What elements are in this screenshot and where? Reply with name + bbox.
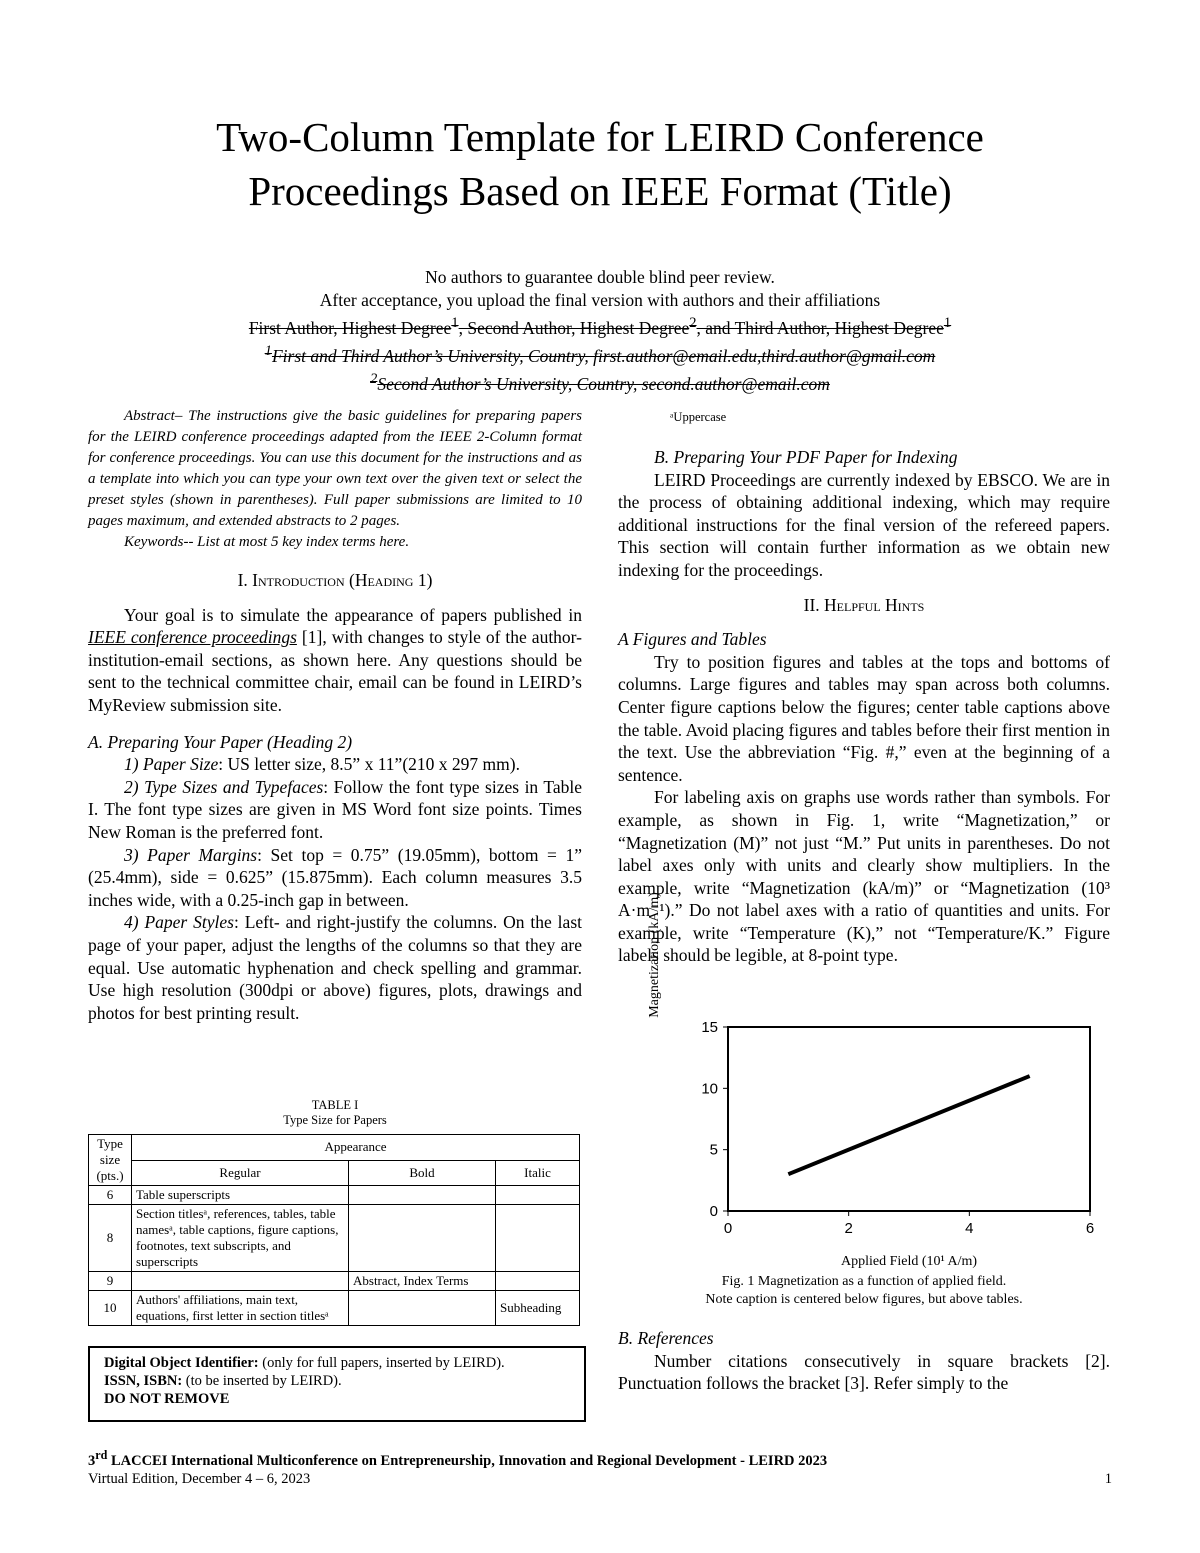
header-italic: Italic — [496, 1160, 580, 1186]
cell-bold — [349, 1205, 496, 1272]
pdf-indexing-paragraph: LEIRD Proceedings are currently indexed by EBSCO. We are in the process of obtaining additional indexing, which may require additional instructions for the final version of the refereed papers. This section will contain further information as we obtain new indexing for the proceedings. — [618, 469, 1110, 580]
cell-italic — [496, 1205, 580, 1272]
title-line-1: Two-Column Template for LEIRD Conference — [216, 114, 984, 160]
conference-ordinal-sup: rd — [95, 1448, 108, 1462]
abstract-text: Abstract– The instructions give the basic guidelines for preparing papers for the LEIRD conference proceedings adapted from the IEEE 2-Column format for conference proceedings. You can use this document for the instructions and as a template into which you can type your own text over the given text or select the preset styles (shown in parentheses). Full paper submissions are limited to 10 pages maximum, and extended abstracts to 2 pages. — [88, 408, 582, 529]
intro-text-b: [1], with changes to style of the author-institution-email sections, as shown here. Any questions should be sent to the technical committee chair, email can be found in LEIRD’s MyReview submission site. — [88, 627, 582, 715]
cell-italic — [496, 1186, 580, 1205]
table-subheader-row — [89, 1160, 580, 1186]
x-axis-label: Applied Field (10¹ A/m) — [840, 1254, 978, 1269]
margins-label: 3) Paper Margins — [124, 844, 258, 865]
heading-pdf-indexing: B. Preparing Your PDF Paper for Indexing — [654, 447, 958, 467]
table-row — [89, 1291, 580, 1326]
header-bold: Bold — [349, 1160, 496, 1186]
x-tick-label: 0 — [723, 1220, 733, 1237]
doi-box — [88, 1346, 586, 1422]
heading-figures-tables: A Figures and Tables — [618, 629, 767, 650]
paper-size-label: 1) Paper Size — [124, 754, 219, 775]
affiliation-1-text: First and Third Author’s University, Country, first.author@email.edu,third.author@gmail.com — [271, 345, 936, 366]
author-note-1: No authors to guarantee double blind peer review. — [425, 267, 775, 287]
affiliation-1 — [0, 340, 1200, 368]
heading-introduction: I. Introduction (Heading 1) — [237, 570, 433, 590]
paper-size-paragraph — [88, 753, 582, 776]
header-type-size: Type size (pts.) — [89, 1135, 132, 1186]
margins-text: : Set top = 0.75” (19.05mm), bottom = 1” (25.4mm), side = 0.625” (15.875mm). Each column measures 3.5 inches wide, with a 0.25-inch gap in between. — [88, 844, 583, 910]
styles-text: : Left- and right-justify the columns. On the last page of your paper, adjust the lengths of the columns so that they are equal. Use automatic hyphenation and check spelling and grammar. Use high resolution (300dpi or above) figures, plots, drawings and photos for best printing result. — [88, 912, 582, 1023]
doi-line — [104, 1354, 570, 1372]
cell-bold — [349, 1291, 496, 1326]
table-row — [89, 1186, 580, 1205]
type-sizes-label: 2) Type Sizes and Typefaces — [124, 776, 324, 797]
author-3: , and Third Author, Highest Degree — [696, 317, 944, 338]
page-footer — [88, 1446, 1112, 1488]
conference-edition: Virtual Edition, December 4 – 6, 2023 — [88, 1470, 311, 1487]
cell-size: 8 — [89, 1205, 132, 1272]
figures-paragraph-1: Try to position figures and tables at the tops and bottoms of columns. Large figures and tables may span across both columns. Center figure captions below the figures; center table captions above the table. Avoid placing figures and tables before their first mention in the text. Use the abbreviation “Fig. #,” even at the beginning of a sentence. — [618, 651, 1110, 785]
left-column — [88, 406, 582, 1024]
issn-line — [104, 1372, 570, 1390]
magnetization-chart — [618, 892, 1110, 1270]
doi-text: (only for full papers, inserted by LEIRD). — [258, 1355, 505, 1371]
cell-size: 9 — [89, 1272, 132, 1291]
author-2: , Second Author, Highest Degree — [458, 317, 690, 338]
cell-regular — [132, 1272, 349, 1291]
y-tick-label: 15 — [701, 1019, 718, 1036]
table-footnote: ᵃUppercase — [670, 410, 727, 424]
affiliation-1-sup: 1 — [264, 342, 272, 359]
doi-label: Digital Object Identifier: — [104, 1355, 259, 1371]
issn-text: (to be inserted by LEIRD). — [182, 1373, 342, 1389]
cell-regular: Authors' affiliations, main text, equations, first letter in section titlesᵃ — [132, 1291, 349, 1326]
cell-size: 6 — [89, 1186, 132, 1205]
figure-caption-line-2: Note caption is centered below figures, but above tables. — [705, 1292, 1023, 1307]
cell-italic — [496, 1272, 580, 1291]
table-row — [89, 1205, 580, 1272]
author-1: First Author, Highest Degree — [248, 317, 452, 338]
figure-caption-line-1: Fig. 1 Magnetization as a function of applied field. — [721, 1274, 1007, 1289]
heading-preparing-paper: A. Preparing Your Paper (Heading 2) — [88, 731, 353, 752]
title-line-2: Proceedings Based on IEEE Format (Title) — [248, 168, 952, 214]
cell-regular: Table superscripts — [132, 1186, 349, 1205]
table-title: Type Size for Papers — [283, 1113, 387, 1127]
issn-label: ISSN, ISBN: — [104, 1373, 183, 1389]
affiliation-2-text: Second Author’s University, Country, second.author@email.com — [377, 373, 830, 394]
affiliation-2 — [0, 368, 1200, 396]
table-label: TABLE I — [311, 1098, 359, 1112]
conference-ordinal: 3 — [88, 1452, 96, 1469]
paper-size-text: : US letter size, 8.5” x 11”(210 x 297 mm). — [218, 754, 520, 775]
cell-regular: Section titlesᵃ, references, tables, table namesᵃ, table captions, figure captions, footnotes, text subscripts, and superscripts — [132, 1205, 349, 1272]
cell-bold: Abstract, Index Terms — [349, 1272, 496, 1291]
type-sizes-paragraph — [88, 776, 582, 844]
page-number: 1 — [1104, 1470, 1112, 1487]
cell-bold — [349, 1186, 496, 1205]
footer-line-2 — [88, 1470, 1112, 1488]
author-2-sup: 2 — [689, 315, 697, 331]
heading-helpful-hints: II. Helpful Hints — [803, 594, 925, 615]
x-tick-label: 4 — [965, 1220, 974, 1237]
references-paragraph: Number citations consecutively in square brackets [2]. Punctuation follows the bracket [3]. Refer simply to the — [618, 1350, 1110, 1394]
conference-name — [88, 1446, 1112, 1470]
x-tick-label: 6 — [1085, 1220, 1095, 1237]
styles-paragraph — [88, 911, 582, 1024]
heading-references: B. References — [618, 1328, 714, 1348]
type-size-table — [88, 1134, 580, 1326]
abstract — [88, 406, 582, 553]
figures-paragraph-2: For labeling axis on graphs use words rather than symbols. For example, as shown in Fig. 1, write “Magnetization,” or “Magnetization (M)” not just “M.” Put units in parentheses. Do not label axes only with units and clearly show multipliers. In the example, write “Magnetization (kA/m)” or “Magnetization (10³ A·m⁻¹).” Do not label axes with a ratio of quantities and units. For example, write “Temperature (K),” not “Temperature/K.” Figure labels should be legible, at 8-point type. — [618, 787, 1110, 966]
y-tick-label: 10 — [701, 1080, 718, 1098]
do-not-remove — [104, 1390, 570, 1408]
table-caption — [88, 1098, 582, 1128]
y-tick-label: 5 — [709, 1141, 718, 1159]
cell-italic: Subheading — [496, 1291, 580, 1326]
intro-paragraph — [88, 604, 582, 717]
references-section — [618, 1327, 1110, 1395]
paper-title — [0, 110, 1200, 218]
author-names — [0, 312, 1200, 340]
intro-text-a: Your goal is to simulate the appearance of papers published in — [124, 604, 582, 625]
styles-label: 4) Paper Styles — [124, 912, 234, 933]
margins-paragraph — [88, 844, 582, 912]
x-tick-label: 2 — [844, 1220, 853, 1237]
type-sizes-text: : Follow the font type sizes in Table I. The font type sizes are given in MS Word font size points. Times New Roman is the preferred font. — [88, 776, 582, 842]
plot-frame — [728, 1027, 1090, 1211]
figure-caption — [618, 1273, 1110, 1309]
affiliation-2-sup: 2 — [370, 370, 378, 387]
author-note-2: After acceptance, you upload the final version with authors and their affiliations — [319, 290, 881, 310]
author-1-sup: 1 — [451, 315, 459, 331]
intro-text-italic: IEEE conference proceedings — [88, 627, 297, 648]
table-row — [89, 1272, 580, 1291]
authors-block — [0, 266, 1200, 395]
table-header-row — [89, 1135, 580, 1161]
cell-size: 10 — [89, 1291, 132, 1326]
right-column — [618, 446, 1110, 967]
header-regular: Regular — [132, 1160, 349, 1186]
header-appearance: Appearance — [132, 1135, 580, 1161]
series-line — [788, 1076, 1029, 1174]
intro-section — [88, 569, 582, 1024]
conference-title: LACCEI International Multiconference on Entrepreneurship, Innovation and Regional Development - LEIRD 2023 — [107, 1452, 828, 1469]
y-tick-label: 0 — [709, 1203, 718, 1220]
do-not-remove-text: DO NOT REMOVE — [104, 1391, 230, 1407]
keywords: Keywords-- List at most 5 key index terms here. — [124, 534, 410, 550]
author-3-sup: 1 — [943, 315, 952, 331]
y-axis-label: Magnetization (kA/m) — [647, 892, 662, 1018]
